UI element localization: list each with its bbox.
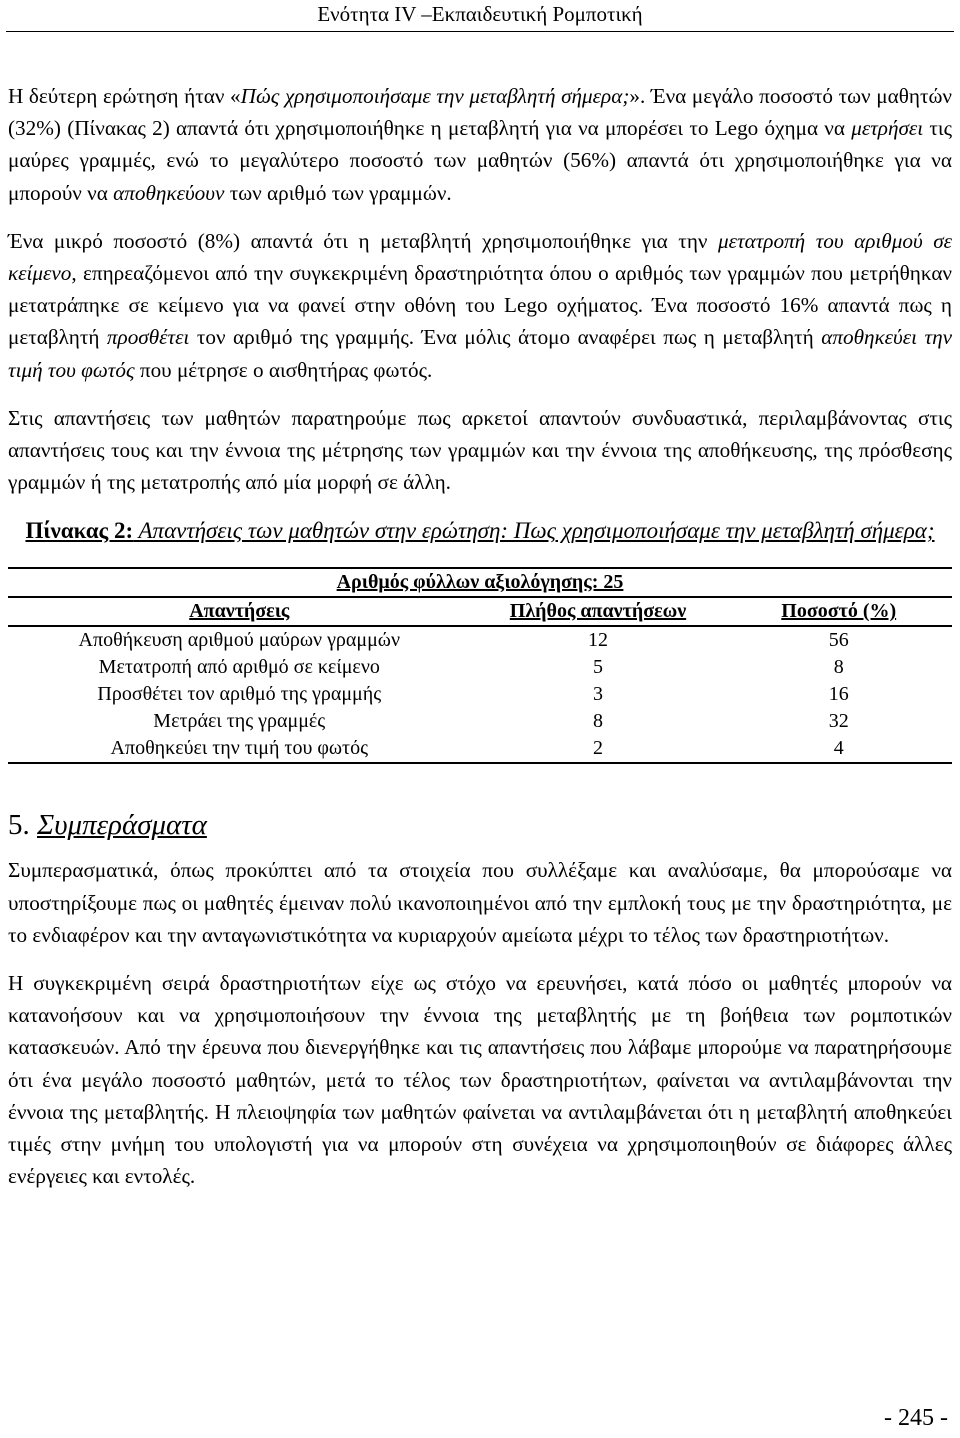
- paragraph-1: [8, 80, 952, 209]
- table-cell-count: 5: [592, 656, 603, 679]
- table-cell-count: 12: [471, 626, 726, 654]
- table-cell-percent: 8: [833, 656, 844, 679]
- p1-text-4: των αριθμό των γραμμών.: [224, 180, 452, 205]
- paragraph-2: [8, 225, 952, 386]
- running-header-title: Ενότητα IV –Εκπαιδευτική Ρομποτική: [317, 2, 643, 26]
- table-cell-answer: Προσθέτει τον αριθμό της γραμμής: [97, 683, 382, 706]
- p2-text-2: , επηρεαζόμενοι από την συγκεκριμένη δραστηριότητα όπου ο αριθμός των γραμμών που μετρήθηκαν μετατράπηκε σε κείμενο για να φανεί στην οθόνη του Lego οχήματος. Ένα ποσοστό 16% απαντά πως η μεταβλητή: [8, 261, 952, 350]
- table-cell-answer: Μετατροπή από αριθμό σε κείμενο: [98, 656, 380, 679]
- table-cell-count: 3: [592, 683, 603, 706]
- p2-italic-convert: μετατροπή του αριθμού σε κείμενο: [8, 228, 952, 286]
- p1-text-3: τις μαύρες γραμμές, ενώ το μεγαλύτερο ποσοστό των μαθητών (56%) απαντά ότι χρησιμοποιήθηκε για να μπορούν να: [8, 116, 953, 205]
- table-cell-answer: Αποθήκευση αριθμού μαύρων γραμμών: [8, 626, 471, 654]
- running-header: [0, 0, 960, 32]
- page-number: - 245 -: [884, 1405, 948, 1431]
- p1-italic-question: Πώς χρησιμοποιήσαμε την μεταβλητή σήμερα;: [240, 84, 630, 108]
- header-rule: [6, 31, 954, 32]
- table-cell-answer: Μετράει της γραμμές: [153, 710, 326, 733]
- page-content: [8, 80, 952, 1208]
- p2-text-4: που μέτρησε ο αισθητήρας φωτός.: [134, 357, 433, 382]
- p1-text-2: ». Ένα μεγάλο ποσοστό των μαθητών (32%) (Πίνακας 2) απαντά ότι χρησιμοποιήθηκε η μεταβλητή για να μπορέσει το Lego όχημα να: [8, 84, 952, 141]
- p1-italic-measure: μετρήσει: [851, 116, 924, 141]
- conclusions-paragraph-1: Συμπερασματικά, όπως προκύπτει από τα στοιχεία που συλλέξαμε και αναλύσαμε, θα μπορούσαμε να υποστηρίξουμε πως οι μαθητές έμειναν πολύ ικανοποιημένοι από την εμπλοκή τους με την δραστηριότητα, με το ενδιαφέρον και την ανταγωνιστικότητα να κυριαρχούν αμείωτα μέχρι το τέλος των δραστηριοτήτων.: [8, 858, 952, 947]
- table-count-label: Αριθμός φύλλων αξιολόγησης: 25: [336, 571, 624, 594]
- table-row: [8, 735, 952, 763]
- table-row: [8, 708, 952, 735]
- p1-italic-store: αποθηκεύουν: [113, 180, 225, 205]
- section-title: Συμπεράσματα: [37, 809, 207, 842]
- table-cell-percent: 16: [828, 683, 849, 706]
- p2-text-3: τον αριθμό της γραμμής. Ένα μόλις άτομο αναφέρει πως η μεταβλητή: [189, 325, 822, 350]
- header-count-label: Πλήθος απαντήσεων: [509, 600, 687, 623]
- table-caption: [8, 514, 952, 547]
- header-answers: [8, 597, 471, 626]
- p2-text-1: Ένα μικρό ποσοστό (8%) απαντά ότι η μεταβλητή χρησιμοποιήθηκε για την: [8, 228, 719, 253]
- table-row: [8, 654, 952, 681]
- p2-italic-light: αποθηκεύει την τιμή του φωτός: [8, 325, 952, 382]
- table-count-cell: [8, 568, 952, 597]
- table-caption-label: Πίνακας 2:: [25, 518, 134, 544]
- header-percent: [725, 597, 952, 626]
- table-caption-row: [8, 568, 952, 597]
- table-cell-percent: 32: [828, 710, 849, 733]
- responses-table: [8, 567, 952, 764]
- section-heading: [8, 808, 952, 842]
- p2-italic-add: προσθέτει: [106, 325, 190, 350]
- table-cell-percent: 56: [725, 626, 952, 654]
- table-cell-count: 2: [471, 735, 726, 763]
- table-cell-answer: Αποθηκεύει την τιμή του φωτός: [8, 735, 471, 763]
- table-caption-text: Απαντήσεις των μαθητών στην ερώτηση: Πως χρησιμοποιήσαμε την μεταβλητή σήμερα;: [133, 518, 935, 544]
- header-count: [471, 597, 726, 626]
- paragraph-3: Στις απαντήσεις των μαθητών παρατηρούμε πως αρκετοί απαντούν συνδυαστικά, περιλαμβάνοντας στις απαντήσεις τους και την έννοια της μέτρησης των γραμμών και την έννοια της αποθήκευσης, της πρόσθεσης γραμμών ή της μετατροπής από μία μορφή σε άλλη.: [8, 405, 952, 495]
- p1-text-1: Η δεύτερη ερώτηση ήταν «: [8, 84, 241, 108]
- table-header-row: [8, 597, 952, 626]
- header-answers-label: Απαντήσεις: [189, 600, 290, 623]
- table-cell-percent: 4: [725, 735, 952, 763]
- header-percent-label: Ποσοστό (%): [781, 600, 897, 623]
- conclusions-paragraph-2: Η συγκεκριμένη σειρά δραστηριοτήτων είχε ως στόχο να ερευνήσει, κατά πόσο οι μαθητές μπορούν να κατανοήσουν και να χρησιμοποιήσουν την έννοια της μεταβλητής με τη βοήθεια των ρομποτικών κατασκευών. Από την έρευνα που διενεργήθηκε και τις απαντήσεις που λάβαμε μπορούμε να παρατηρήσουμε ότι ένα μεγάλο ποσοστό μαθητών, μετά το τέλος των δραστηριοτήτων, φαίνεται να αντιλαμβάνονται την έννοια της μεταβλητής. Η πλειοψηφία των μαθητών φαίνεται να αντιλαμβάνεται ότι η μεταβλητή αποθηκεύει τιμές στην μνήμη του υπολογιστή για να μπορούν στη συνέχεια να χρησιμοποιηθούν σε διάφορες άλλες ενέργειες και εντολές.: [8, 971, 952, 1189]
- table-cell-count: 8: [592, 710, 603, 733]
- table-row: [8, 626, 952, 654]
- table-row: [8, 681, 952, 708]
- section-number: 5.: [8, 809, 37, 842]
